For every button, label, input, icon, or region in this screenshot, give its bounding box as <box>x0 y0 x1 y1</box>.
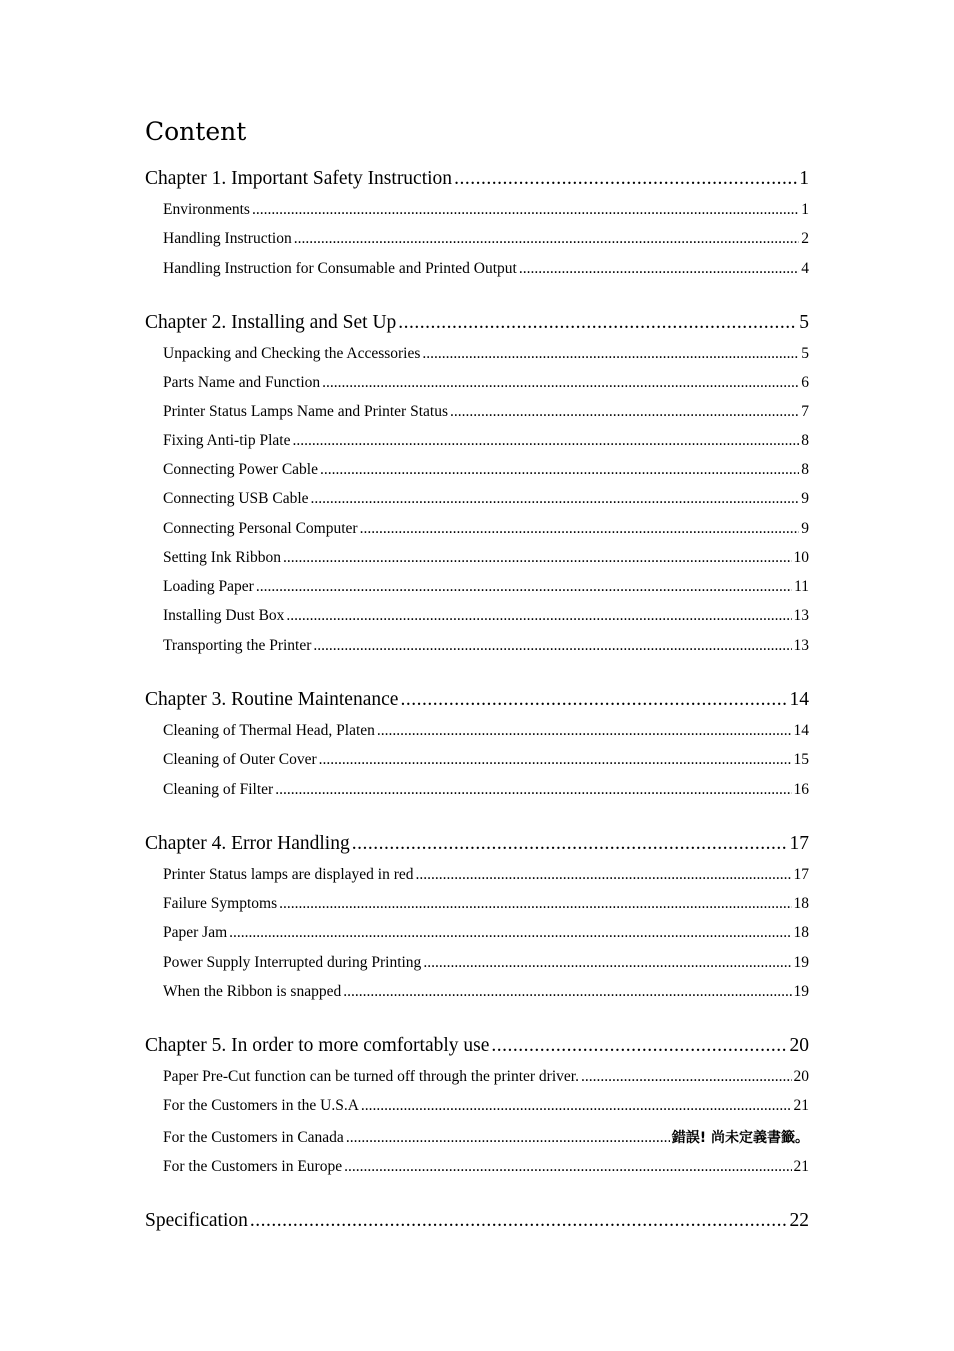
entry-label: Loading Paper <box>163 578 254 595</box>
entry-label: Environments <box>163 201 250 218</box>
toc-entry[interactable] <box>163 781 809 799</box>
entry-page: 8 <box>801 432 809 449</box>
chapter-page: 17 <box>789 833 809 854</box>
chapter-title: Chapter 2. Installing and Set Up <box>145 312 397 333</box>
entry-label: For the Customers in the U.S.A <box>163 1097 359 1114</box>
entry-label: Power Supply Interrupted during Printing <box>163 954 422 971</box>
entry-page: 5 <box>801 345 809 362</box>
dot-leader <box>294 230 800 248</box>
dot-leader <box>450 403 799 421</box>
chapter-page: 1 <box>799 168 809 189</box>
entry-page: 8 <box>801 461 809 478</box>
toc-entry[interactable] <box>163 345 809 363</box>
entry-label: Connecting Power Cable <box>163 461 318 478</box>
dot-leader <box>256 578 792 596</box>
dot-leader <box>250 1210 788 1232</box>
toc-entry[interactable] <box>163 461 809 479</box>
entry-label: Connecting Personal Computer <box>163 520 358 537</box>
dot-leader <box>400 689 787 711</box>
toc-chapter-2[interactable] <box>145 312 809 334</box>
dot-leader <box>313 637 791 655</box>
entry-label: Paper Jam <box>163 924 228 941</box>
dot-leader <box>581 1068 792 1086</box>
entry-label: For the Customers in Europe <box>163 1158 343 1175</box>
chapter-page: 14 <box>789 689 809 710</box>
entry-label: Unpacking and Checking the Accessories <box>163 345 421 362</box>
toc-entry[interactable] <box>163 1127 809 1147</box>
toc-entry[interactable] <box>163 954 809 972</box>
entry-page: 11 <box>794 578 809 595</box>
dot-leader <box>398 312 797 334</box>
toc-entry[interactable] <box>163 374 809 392</box>
dot-leader <box>423 954 791 972</box>
chapter-title: Specification <box>145 1210 248 1231</box>
toc-entry[interactable] <box>163 924 809 942</box>
entry-label: For the Customers in Canada <box>163 1129 344 1146</box>
toc-entry[interactable] <box>163 432 809 450</box>
toc-entry[interactable] <box>163 1158 809 1176</box>
chapter-title: Chapter 5. In order to more comfortably use <box>145 1035 490 1056</box>
entry-label: Failure Symptoms <box>163 895 278 912</box>
toc-entry[interactable] <box>163 751 809 769</box>
page-title: Content <box>145 117 247 146</box>
entry-page: 7 <box>801 403 809 420</box>
toc-entry[interactable] <box>163 1068 809 1086</box>
toc-entry[interactable] <box>163 983 809 1001</box>
entry-page: 2 <box>801 230 809 247</box>
entry-page: 1 <box>801 201 809 218</box>
toc-chapter-1[interactable] <box>145 168 809 190</box>
toc-entry[interactable] <box>163 260 809 278</box>
dot-leader <box>319 751 792 769</box>
entry-page: 13 <box>793 637 809 654</box>
dot-leader <box>252 201 799 219</box>
entry-page: 18 <box>793 895 809 912</box>
toc-entry[interactable] <box>163 490 809 508</box>
dot-leader <box>377 722 792 740</box>
dot-leader <box>519 260 799 278</box>
chapter-page: 5 <box>799 312 809 333</box>
entry-page: 10 <box>793 549 809 566</box>
dot-leader <box>344 1158 791 1176</box>
dot-leader <box>283 549 792 567</box>
entry-label: Paper Pre-Cut function can be turned off through the printer driver. <box>163 1068 579 1085</box>
entry-page: 9 <box>801 490 809 507</box>
entry-page: 13 <box>793 607 809 624</box>
entry-label: Parts Name and Function <box>163 374 321 391</box>
toc-entry[interactable] <box>163 403 809 421</box>
dot-leader <box>311 490 800 508</box>
entry-page: 18 <box>793 924 809 941</box>
dot-leader <box>229 924 791 942</box>
toc-specification[interactable] <box>145 1210 809 1232</box>
entry-page: 21 <box>793 1158 809 1175</box>
entry-page: 6 <box>801 374 809 391</box>
entry-page: 17 <box>793 866 809 883</box>
entry-page-error: 錯誤! 尚未定義書籤。 <box>671 1130 809 1146</box>
dot-leader <box>286 607 791 625</box>
entry-label: Printer Status Lamps Name and Printer Status <box>163 403 448 420</box>
toc-chapter-4[interactable] <box>145 833 809 855</box>
toc-entry[interactable] <box>163 549 809 567</box>
entry-label: Connecting USB Cable <box>163 490 309 507</box>
dot-leader <box>422 345 799 363</box>
chapter-title: Chapter 4. Error Handling <box>145 833 350 854</box>
toc-chapter-5[interactable] <box>145 1035 809 1057</box>
dot-leader <box>416 866 792 884</box>
toc-entry[interactable] <box>163 607 809 625</box>
chapter-page: 20 <box>789 1035 809 1056</box>
toc-entry[interactable] <box>163 895 809 913</box>
entry-label: Handling Instruction <box>163 230 292 247</box>
toc-entry[interactable] <box>163 1097 809 1115</box>
entry-label: Cleaning of Filter <box>163 781 274 798</box>
dot-leader <box>279 895 791 913</box>
dot-leader <box>320 461 799 479</box>
entry-label: Fixing Anti-tip Plate <box>163 432 291 449</box>
entry-page: 21 <box>793 1097 809 1114</box>
entry-page: 20 <box>793 1068 809 1085</box>
toc-entry[interactable] <box>163 722 809 740</box>
toc-entry[interactable] <box>163 201 809 219</box>
entry-page: 15 <box>793 751 809 768</box>
dot-leader <box>343 983 791 1001</box>
chapter-title: Chapter 1. Important Safety Instruction <box>145 168 453 189</box>
dot-leader <box>275 781 791 799</box>
entry-label: Printer Status lamps are displayed in red <box>163 866 414 883</box>
entry-page: 9 <box>801 520 809 537</box>
dot-leader <box>292 432 799 450</box>
dot-leader <box>361 1097 792 1115</box>
entry-label: Setting Ink Ribbon <box>163 549 281 566</box>
toc-entry[interactable] <box>163 637 809 655</box>
toc-entry[interactable] <box>163 520 809 538</box>
chapter-title: Chapter 3. Routine Maintenance <box>145 689 399 710</box>
toc-entry[interactable] <box>163 578 809 596</box>
entry-page: 19 <box>793 983 809 1000</box>
chapter-page: 22 <box>789 1210 809 1231</box>
entry-label: When the Ribbon is snapped <box>163 983 342 1000</box>
dot-leader <box>491 1035 787 1057</box>
entry-page: 19 <box>793 954 809 971</box>
dot-leader <box>322 374 799 392</box>
entry-page: 14 <box>793 722 809 739</box>
entry-label: Cleaning of Thermal Head, Platen <box>163 722 375 739</box>
dot-leader <box>346 1129 670 1147</box>
toc-entry[interactable] <box>163 230 809 248</box>
entry-page: 4 <box>801 260 809 277</box>
entry-label: Handling Instruction for Consumable and Printed Output <box>163 260 517 277</box>
toc-chapter-3[interactable] <box>145 689 809 711</box>
toc-entry[interactable] <box>163 866 809 884</box>
entry-label: Cleaning of Outer Cover <box>163 751 317 768</box>
entry-label: Transporting the Printer <box>163 637 312 654</box>
dot-leader <box>360 520 800 538</box>
dot-leader <box>352 833 788 855</box>
dot-leader <box>454 168 797 190</box>
entry-label: Installing Dust Box <box>163 607 285 624</box>
entry-page: 16 <box>793 781 809 798</box>
